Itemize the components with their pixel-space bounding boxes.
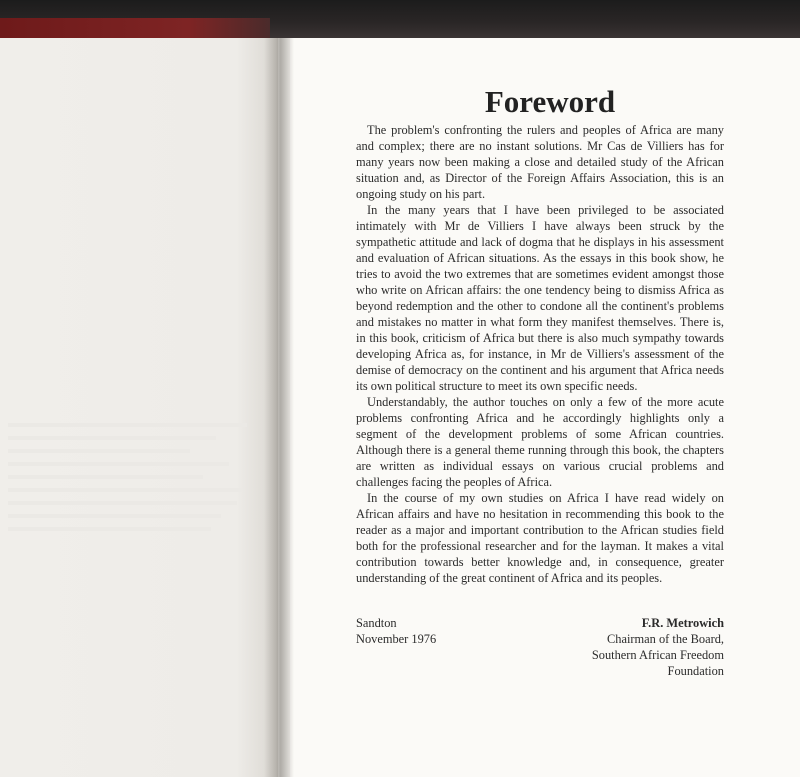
bleed-line <box>8 475 203 479</box>
author-title-line: Foundation <box>667 664 724 678</box>
signoff-place: Sandton <box>356 616 397 630</box>
book-gutter <box>264 38 294 777</box>
foreword-body <box>356 122 724 586</box>
paragraph: In the many years that I have been privileged to be associated intimately with Mr de Villiers I have always been struck by the sympathetic attitude and lack of dogma that he displays in his assessment and evaluation of African situations. As the essays in this book show, he tries to avoid the two extremes that are sometimes evident amongst those who write on African affairs: the one tendency being to dismiss Africa as beyond redemption and the other to condone all the continent's problems and mistakes no matter in what form they manifest themselves. There is, in this book, criticism of Africa but there is also much sympathy towards developing Africa as, for instance, in Mr de Villiers's assessment of the demise of democracy on the continent and his argument that Africa needs its own political structure to meet its own specific needs. <box>356 203 724 393</box>
page-title: Foreword <box>484 84 616 119</box>
paragraph: The problem's confronting the rulers and peoples of Africa are many and complex; there are no instant solutions. Mr Cas de Villiers has for many years now been making a close and detailed study of the African situation and, as Director of the Foreign Affairs Association, this is an ongoing study on his part. <box>356 123 724 201</box>
bleed-line <box>8 527 211 531</box>
book-cover-edge <box>0 18 270 38</box>
bleed-through-text <box>8 423 268 540</box>
author-name: F.R. Metrowich <box>641 616 724 630</box>
bleed-line <box>8 488 242 492</box>
bleed-line <box>8 436 216 440</box>
author-title-line: Southern African Freedom <box>591 648 724 662</box>
signoff-author <box>592 615 724 679</box>
bleed-line <box>8 462 229 466</box>
bleed-line <box>8 449 190 453</box>
signoff-place-date <box>356 615 436 647</box>
left-page <box>0 38 278 777</box>
bleed-line <box>8 514 221 518</box>
bleed-line <box>8 423 247 427</box>
paragraph: Understandably, the author touches on only a few of the more acute problems confronting Africa and he accordingly highlights only a segment of the development problems of some African countries. Although there is a general theme running through this book, the chapters are written as individual essays on various crucial problems and challenges facing the peoples of Africa. <box>356 395 724 489</box>
bleed-line <box>8 501 237 505</box>
author-title-line: Chairman of the Board, <box>607 632 724 646</box>
paragraph: In the course of my own studies on Africa I have read widely on African affairs and have no hesitation in recommending this book to the reader as a major and important contribution to the African studies field both for the professional researcher and for the layman. It makes a vital contribution towards better knowledge and, in consequence, greater understanding of the great continent of Africa and its peoples. <box>356 491 724 585</box>
signoff-date: November 1976 <box>356 632 437 646</box>
